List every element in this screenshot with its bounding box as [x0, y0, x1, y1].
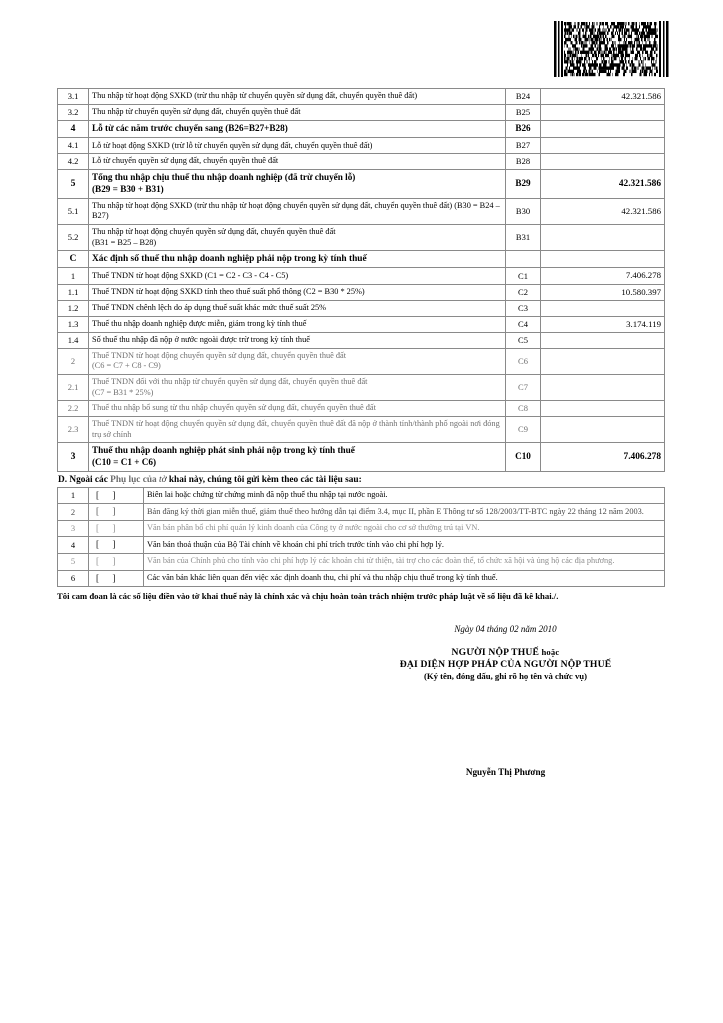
- barcode-icon: [551, 18, 671, 80]
- table-row: [58, 105, 665, 121]
- attachments-table-body: [58, 487, 665, 586]
- table-row: [58, 89, 665, 105]
- table-row: [58, 300, 665, 316]
- row-index: 1.3: [58, 316, 89, 332]
- commitment-text: Tôi cam đoan là các số liệu điền vào tờ khai thuế này là chính xác và chịu hoàn toàn trách nhiệm trước pháp luật về số liệu đã kê khai./.: [57, 591, 559, 602]
- attachment-row: [58, 520, 665, 537]
- row-index: 2: [58, 348, 89, 374]
- row-code: C5: [506, 333, 541, 349]
- row-index: 1.4: [58, 333, 89, 349]
- row-value: [541, 121, 665, 138]
- checkbox-brackets: [ ]: [96, 556, 116, 566]
- row-value: [541, 251, 665, 268]
- row-index: 4.2: [58, 154, 89, 170]
- attachment-checkbox[interactable]: [89, 537, 144, 554]
- section-d-title: [57, 472, 664, 487]
- row-index: 1.1: [58, 284, 89, 300]
- row-code: B25: [506, 105, 541, 121]
- table-row: [58, 417, 665, 443]
- row-code: C9: [506, 417, 541, 443]
- attachments-table: [57, 487, 665, 587]
- row-description: Số thuế thu nhập đã nộp ở nước ngoài được trừ trong kỳ tính thuế: [89, 333, 506, 349]
- row-index: C: [58, 251, 89, 268]
- row-description: Thuế TNDN từ hoạt động chuyển quyền sử dụng đất, chuyển quyền thuê đất (C6 = C7 + C8 - C9): [89, 348, 506, 374]
- attachment-index: 3: [58, 520, 89, 537]
- row-value: [541, 417, 665, 443]
- row-value: 10.580.397: [541, 284, 665, 300]
- section-d-title-part2: Phụ lục của: [110, 474, 157, 485]
- row-code: C1: [506, 268, 541, 284]
- row-value: [541, 333, 665, 349]
- row-index: 4: [58, 121, 89, 138]
- attachment-row: [58, 537, 665, 554]
- form-content: [57, 88, 664, 780]
- row-description: Thu nhập từ chuyển quyền sử dụng đất, chuyển quyền thuê đất: [89, 105, 506, 121]
- row-value: [541, 401, 665, 417]
- main-table-body: [58, 89, 665, 472]
- row-code: C3: [506, 300, 541, 316]
- attachment-description: Các văn bản khác liên quan đến việc xác định doanh thu, chi phí và thu nhập chịu thuế trong kỳ tính thuế.: [144, 570, 665, 587]
- table-row: [58, 268, 665, 284]
- attachment-row: [58, 504, 665, 521]
- row-description: Thuế TNDN chênh lệch do áp dụng thuế suất khác mức thuế suất 25%: [89, 300, 506, 316]
- row-index: 1.2: [58, 300, 89, 316]
- table-row: [58, 284, 665, 300]
- table-row: [58, 138, 665, 154]
- attachment-index: 1: [58, 487, 89, 504]
- attachment-description: Biên lai hoặc chứng từ chứng minh đã nộp thuế thu nhập tại nước ngoài.: [144, 487, 665, 504]
- table-row: [58, 333, 665, 349]
- signature-date: Ngày 04 tháng 02 năm 2010: [454, 624, 557, 635]
- attachment-index: 4: [58, 537, 89, 554]
- table-row: [58, 443, 665, 472]
- signature-block: [57, 624, 664, 780]
- main-figures-table: [57, 88, 665, 472]
- row-description: Thuế thu nhập bổ sung từ thu nhập chuyển quyền sử dụng đất, chuyển quyền thuê đất: [89, 401, 506, 417]
- row-description: Lỗ từ chuyển quyền sử dụng đất, chuyển quyền thuê đất: [89, 154, 506, 170]
- row-value: [541, 300, 665, 316]
- row-index: 5: [58, 170, 89, 199]
- signature-line-1: [356, 647, 656, 658]
- row-index: 3.1: [58, 89, 89, 105]
- row-code: B26: [506, 121, 541, 138]
- table-row: [58, 316, 665, 332]
- row-value: 3.174.119: [541, 316, 665, 332]
- row-index: 3: [58, 443, 89, 472]
- row-code: C7: [506, 375, 541, 401]
- row-code: C4: [506, 316, 541, 332]
- attachment-checkbox[interactable]: [89, 554, 144, 571]
- attachment-row: [58, 554, 665, 571]
- table-row: [58, 348, 665, 374]
- attachment-checkbox[interactable]: [89, 570, 144, 587]
- pdf417-barcode: [551, 18, 671, 80]
- attachment-checkbox[interactable]: [89, 520, 144, 537]
- row-value: 42.321.586: [541, 89, 665, 105]
- section-d-title-part3: tờ: [156, 474, 169, 485]
- checkbox-brackets: [ ]: [96, 572, 116, 583]
- attachment-description: Văn bản của Chính phủ cho tính vào chi phí hợp lý các khoản chi từ thiện, tài trợ cho các đoàn thể, tổ chức xã hội và ủng hộ các địa phương.: [144, 554, 665, 571]
- checkbox-brackets: [ ]: [96, 539, 116, 550]
- checkbox-brackets: [ ]: [96, 506, 116, 517]
- row-description: Thuế TNDN từ hoạt động SXKD (C1 = C2 - C3 - C4 - C5): [89, 268, 506, 284]
- row-index: 5.1: [58, 198, 89, 224]
- row-code: B28: [506, 154, 541, 170]
- row-description: Thuế TNDN đối với thu nhập từ chuyển quyền sử dụng đất, chuyển quyền thuê đất (C7 = B31 * 25%): [89, 375, 506, 401]
- row-description: Thuế thu nhập doanh nghiệp phát sinh phải nộp trong kỳ tính thuế (C10 = C1 + C6): [89, 443, 506, 472]
- row-value: 7.406.278: [541, 443, 665, 472]
- row-description: Thu nhập từ hoạt động chuyển quyền sử dụng đất, chuyển quyền thuê đất (B31 = B25 – B28): [89, 224, 506, 250]
- row-value: [541, 138, 665, 154]
- attachment-index: 6: [58, 570, 89, 587]
- row-value: [541, 154, 665, 170]
- table-row: [58, 224, 665, 250]
- attachment-checkbox[interactable]: [89, 504, 144, 521]
- row-code: C2: [506, 284, 541, 300]
- attachment-description: Văn bản thoả thuận của Bộ Tài chính về khoản chi phí trích trước tính vào chi phí hợp lý.: [144, 537, 665, 554]
- table-row: [58, 121, 665, 138]
- signature-line-1-main: NGƯỜI NỘP THUẾ: [451, 647, 540, 659]
- section-d-title-part4: khai này, chúng tôi gửi kèm theo các tài liệu sau:: [168, 474, 362, 485]
- row-code: C10: [506, 443, 541, 472]
- table-row: [58, 401, 665, 417]
- row-description: Thuế TNDN từ hoạt động chuyển quyền sử dụng đất, chuyển quyền thuê đất đã nộp ở thành tỉnh/thành phố ngoài nơi đóng trụ sở chính: [89, 417, 506, 443]
- row-code: B29: [506, 170, 541, 199]
- signature-line-2: ĐẠI DIỆN HỢP PHÁP CỦA NGƯỜI NỘP THUẾ: [399, 659, 612, 671]
- row-index: 3.2: [58, 105, 89, 121]
- signer-name: Nguyễn Thị Phương: [465, 767, 546, 778]
- row-value: 42.321.586: [541, 198, 665, 224]
- attachment-row: [58, 570, 665, 587]
- row-index: 1: [58, 268, 89, 284]
- row-description: Tổng thu nhập chịu thuế thu nhập doanh nghiệp (đã trừ chuyển lỗ) (B29 = B30 + B31): [89, 170, 506, 199]
- table-row: [58, 170, 665, 199]
- row-description: Lỗ từ hoạt động SXKD (trừ lỗ từ chuyển quyền sử dụng đất, chuyển quyền thuê đất): [89, 138, 506, 154]
- row-value: [541, 224, 665, 250]
- attachment-index: 5: [58, 554, 89, 571]
- table-row: [58, 375, 665, 401]
- row-index: 5.2: [58, 224, 89, 250]
- section-header-label: Xác định số thuế thu nhập doanh nghiệp phải nộp trong kỳ tính thuế: [89, 251, 506, 268]
- row-code: B30: [506, 198, 541, 224]
- row-description: Thu nhập từ hoạt động SXKD (trừ thu nhập từ chuyển quyền sử dụng đất, chuyển quyền thuê đất): [89, 89, 506, 105]
- attachment-checkbox[interactable]: [89, 487, 144, 504]
- row-value: [541, 105, 665, 121]
- signature-line-3: (Ký tên, đóng dấu, ghi rõ họ tên và chức vụ): [423, 671, 588, 682]
- row-description: Lỗ từ các năm trước chuyển sang (B26=B27+B28): [89, 121, 506, 138]
- signature-line-1-suffix: hoặc: [539, 647, 560, 658]
- section-d-title-part1: D. Ngoài các: [58, 474, 111, 485]
- row-index: 4.1: [58, 138, 89, 154]
- row-description: Thuế thu nhập doanh nghiệp được miễn, giảm trong kỳ tính thuế: [89, 316, 506, 332]
- row-description: Thuế TNDN từ hoạt động SXKD tính theo thuế suất phổ thông (C2 = B30 * 25%): [89, 284, 506, 300]
- attachment-description: Văn bản phân bổ chi phí quản lý kinh doanh của Công ty ở nước ngoài cho cơ sở thường trú tại VN.: [144, 520, 665, 537]
- row-code: [506, 251, 541, 268]
- attachment-index: 2: [58, 504, 89, 521]
- attachment-description: Bản đăng ký thời gian miễn thuế, giảm thuế theo hướng dẫn tại điểm 3.4, mục II, phần E Thông tư số 128/2003/TT-BTC ngày 22 tháng 12 năm 2003.: [144, 504, 665, 521]
- table-row: [58, 198, 665, 224]
- table-row: [58, 251, 665, 268]
- checkbox-brackets: [ ]: [96, 522, 116, 533]
- row-value: [541, 348, 665, 374]
- row-code: C8: [506, 401, 541, 417]
- row-value: 7.406.278: [541, 268, 665, 284]
- signature-inner: [356, 624, 656, 777]
- row-value: 42.321.586: [541, 170, 665, 199]
- row-code: B24: [506, 89, 541, 105]
- attachment-row: [58, 487, 665, 504]
- table-row: [58, 154, 665, 170]
- row-code: C6: [506, 348, 541, 374]
- row-index: 2.2: [58, 401, 89, 417]
- row-index: 2.3: [58, 417, 89, 443]
- row-description: Thu nhập từ hoạt động SXKD (trừ thu nhập từ hoạt động chuyển quyền sử dụng đất, chuyển quyền thuê đất) (B30 = B24 – B27): [89, 198, 506, 224]
- row-value: [541, 375, 665, 401]
- row-code: B31: [506, 224, 541, 250]
- row-code: B27: [506, 138, 541, 154]
- row-index: 2.1: [58, 375, 89, 401]
- checkbox-brackets: [ ]: [96, 489, 116, 500]
